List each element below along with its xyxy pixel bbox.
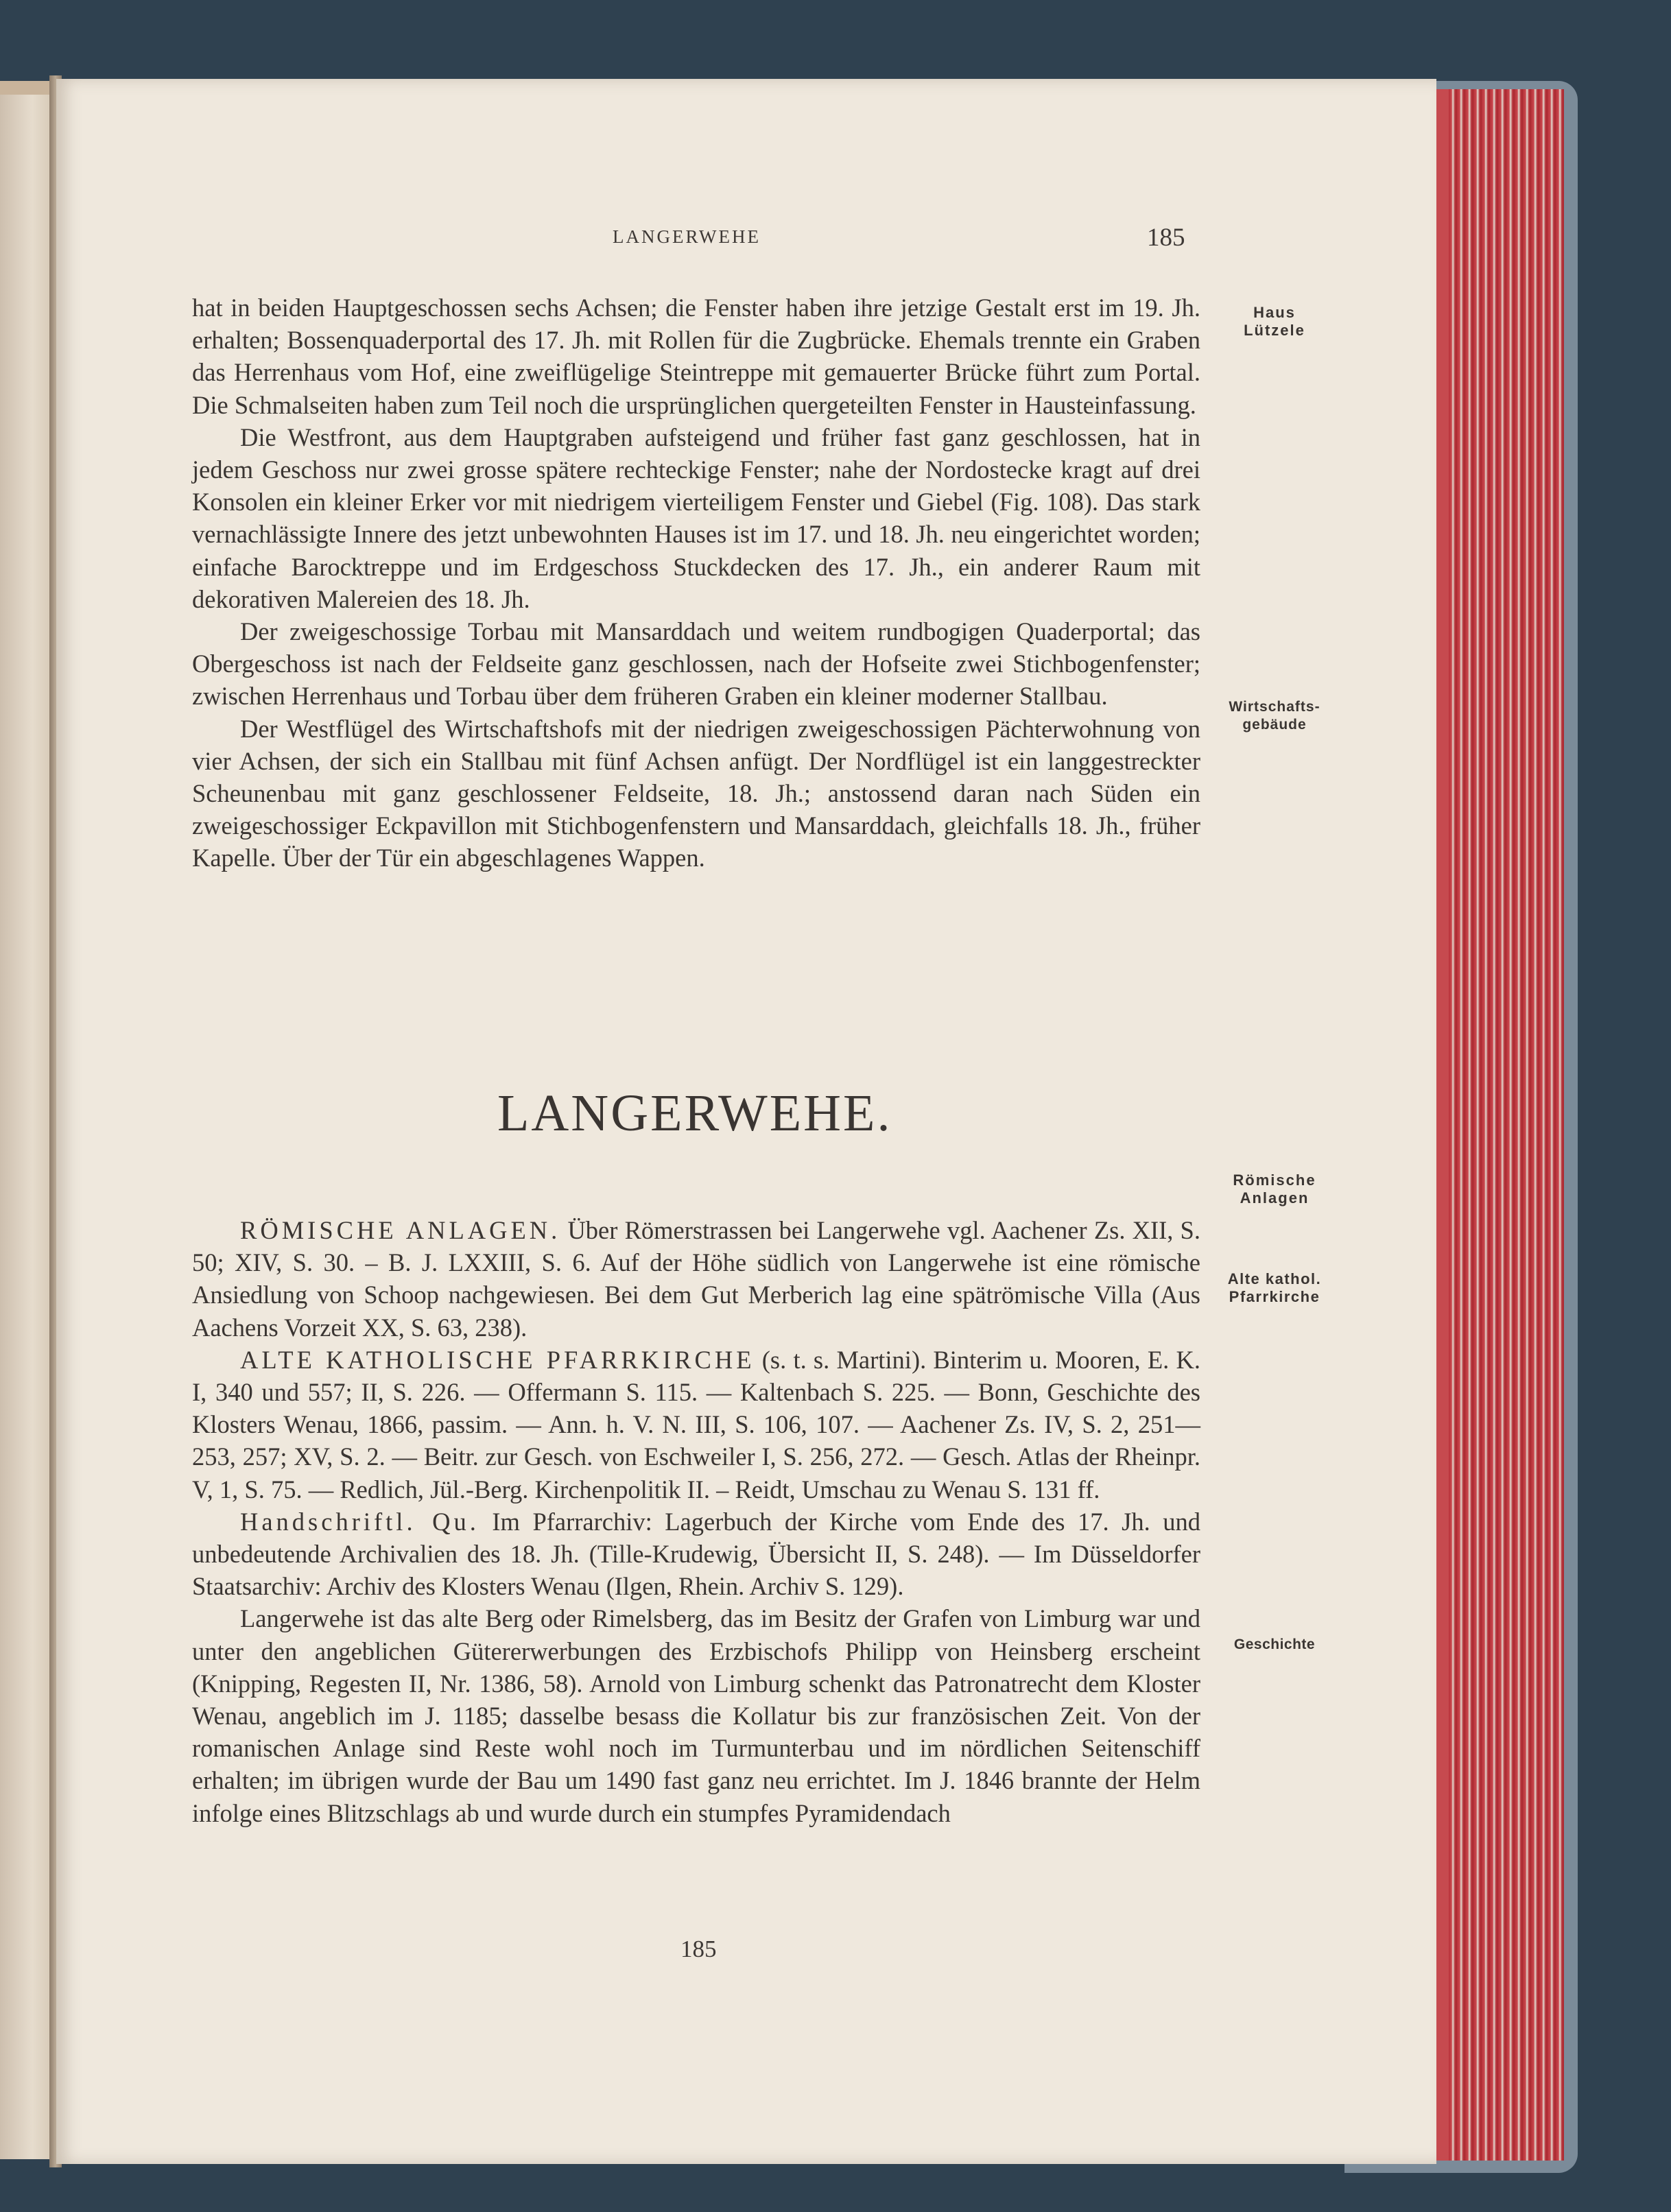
continuation-text: [192, 292, 1200, 875]
margin-note-haus: [1213, 304, 1336, 340]
section-title: LANGERWEHE.: [497, 1084, 892, 1142]
paragraph-text: Im Pfarrarchiv: Lagerbuch der Kirche vom Ende des 17. Jh. und unbedeutende Archivalien des 18. Jh. (Tille-Krudewig, Übersicht II, S. 248). — Im Düsseldorfer Staatsarchiv: Archiv des Klosters Wenau (Ilgen, Rhein. Archiv S. 129).: [192, 1507, 1200, 1601]
margin-note-line: Lützele: [1244, 322, 1305, 339]
margin-note-geschichte: [1213, 1636, 1336, 1654]
margin-note-line: Pfarrkirche: [1229, 1288, 1320, 1305]
paragraph: Der Westflügel des Wirtschaftshofs mit der niedrigen zweigeschossigen Pächterwohnung von vier Achsen, der sich ein Stallbau mit fünf Achsen anfügt. Der Nordflügel ist ein langgestreckter Scheunenbau mit ganz geschlossener Feldseite, 18. Jh.; anstossend daran nach Süden ein zweigeschossiger Eckpavillon mit Stichbogenfenstern und Mansarddach, gleichfalls 18. Jh., früher Kapelle. Über der Tür ein abgeschlagenes Wappen.: [192, 714, 1200, 872]
margin-note-line: Geschichte: [1233, 1637, 1316, 1652]
paragraph: Langerwehe ist das alte Berg oder Rimelsberg, das im Besitz der Grafen von Limburg war und unter den angeblichen Gütererwerbungen des Erzbischofs Philipp von Heinsberg erscheint (Knipping, Regesten II, Nr. 1386, 58). Arnold von Limburg schenkt das Patronatrecht dem Kloster Wenau, angeblich im J. 1185; dasselbe besass die Kollatur bis zur französischen Zeit. Von der romanischen Anlage sind Reste wohl noch im Turmunterbau und im nördlichen Seitenschiff erhalten; im übrigen wurde der Bau um 1490 fast ganz neu errichtet. Im J. 1846 brannte der Helm infolge eines Blitzschlags ab und wurde durch ein stumpfes Pyramidendach: [192, 1604, 1200, 1827]
paragraph: [192, 1506, 1200, 1603]
left-page-edge: [0, 81, 54, 2159]
margin-note-line: Alte kathol.: [1227, 1270, 1322, 1287]
page-number-top: 185: [1147, 224, 1185, 252]
paragraph-text: (s. t. s. Martini). Binterim u. Mooren, E. K. I, 340 und 557; II, S. 226. — Offermann S. 115. — Kaltenbach S. 225. — Bonn, Geschichte des Klosters Wenau, 1866, passim. — Ann. h. V. N. III, S. 106, 107. — Aachener Zs. IV, S. 2, 251—253, 257; XV, S. 2. — Beitr. zur Gesch. von Eschweiler I, S. 256, 272. — Gesch. Atlas der Rheinpr. V, 1, S. 75. — Redlich, Jül.-Berg. Kirchenpolitik II. – Reidt, Umschau zu Wenau S. 131 ff.: [192, 1345, 1200, 1503]
subheading: Handschriftl. Qu.: [240, 1507, 479, 1536]
paragraph-text: Über Römerstrassen bei Langerwehe vgl. Aachener Zs. XII, S. 50; XIV, S. 30. – B. J. LXXIII, S. 6. Auf der Höhe südlich von Langerwehe ist eine römische Ansiedlung von Schoop nachgewiesen. Bei dem Gut Merberich lag eine spätrömische Villa (Aus Aachens Vorzeit XX, S. 63, 238).: [192, 1216, 1200, 1342]
section-text: [192, 1214, 1200, 1829]
page-number-bottom: 185: [680, 1936, 717, 1962]
paragraph: hat in beiden Hauptgeschossen sechs Achsen; die Fenster haben ihre jetzige Gestalt erst im 19. Jh. erhalten; Bossenquaderportal des 17. Jh. mit Rollen für die Zugbrücke. Ehemals trennte ein Graben das Herrenhaus vom Hof, eine zweiflügelige Steintreppe mit gemauerter Brücke führt zum Portal. Die Schmalseiten haben zum Teil noch die ursprünglichen quergeteilten Fenster in Hausteinfassung.: [192, 294, 1200, 419]
margin-note-line: Wirtschafts-: [1229, 699, 1320, 715]
margin-note-line: Römische: [1233, 1172, 1316, 1189]
margin-note-line: gebäude: [1242, 717, 1307, 733]
running-head: LANGERWEHE: [613, 226, 761, 247]
left-page-top: [0, 81, 54, 95]
margin-note-kirche: [1213, 1270, 1336, 1306]
margin-note-roemische: [1213, 1172, 1336, 1207]
paragraph: [192, 1214, 1200, 1344]
margin-note-line: Anlagen: [1240, 1189, 1309, 1206]
margin-note-wirtschaft: [1213, 698, 1336, 734]
subheading: ALTE KATHOLISCHE PFARRKIRCHE: [240, 1345, 755, 1374]
paragraph: Der zweigeschossige Torbau mit Mansarddach und weitem rundbogigen Quaderportal; das Obergeschoss ist nach der Feldseite ganz geschlossen, nach der Hofseite zwei Stichbogenfenster; zwischen Herrenhaus und Torbau über dem früheren Graben ein kleiner moderner Stallbau.: [192, 617, 1200, 711]
paragraph: Die Westfront, aus dem Hauptgraben aufsteigend und früher fast ganz geschlossen, hat in jedem Geschoss nur zwei grosse spätere rechteckige Fenster; nahe der Nordostecke kragt auf drei Konsolen ein kleiner Erker vor mit niedrigem vierteiligem Fenster und Giebel (Fig. 108). Das stark vernachlässigte Innere des jetzt unbewohnten Hauses ist im 17. und 18. Jh. neu eingerichtet worden; einfache Barocktreppe und im Erdgeschoss Stuckdecken des 17. Jh., ein anderer Raum mit dekorativen Malereien des 18. Jh.: [192, 423, 1200, 613]
paragraph: [192, 1344, 1200, 1506]
subheading: RÖMISCHE ANLAGEN.: [240, 1216, 561, 1244]
margin-note-line: Haus: [1253, 304, 1296, 321]
